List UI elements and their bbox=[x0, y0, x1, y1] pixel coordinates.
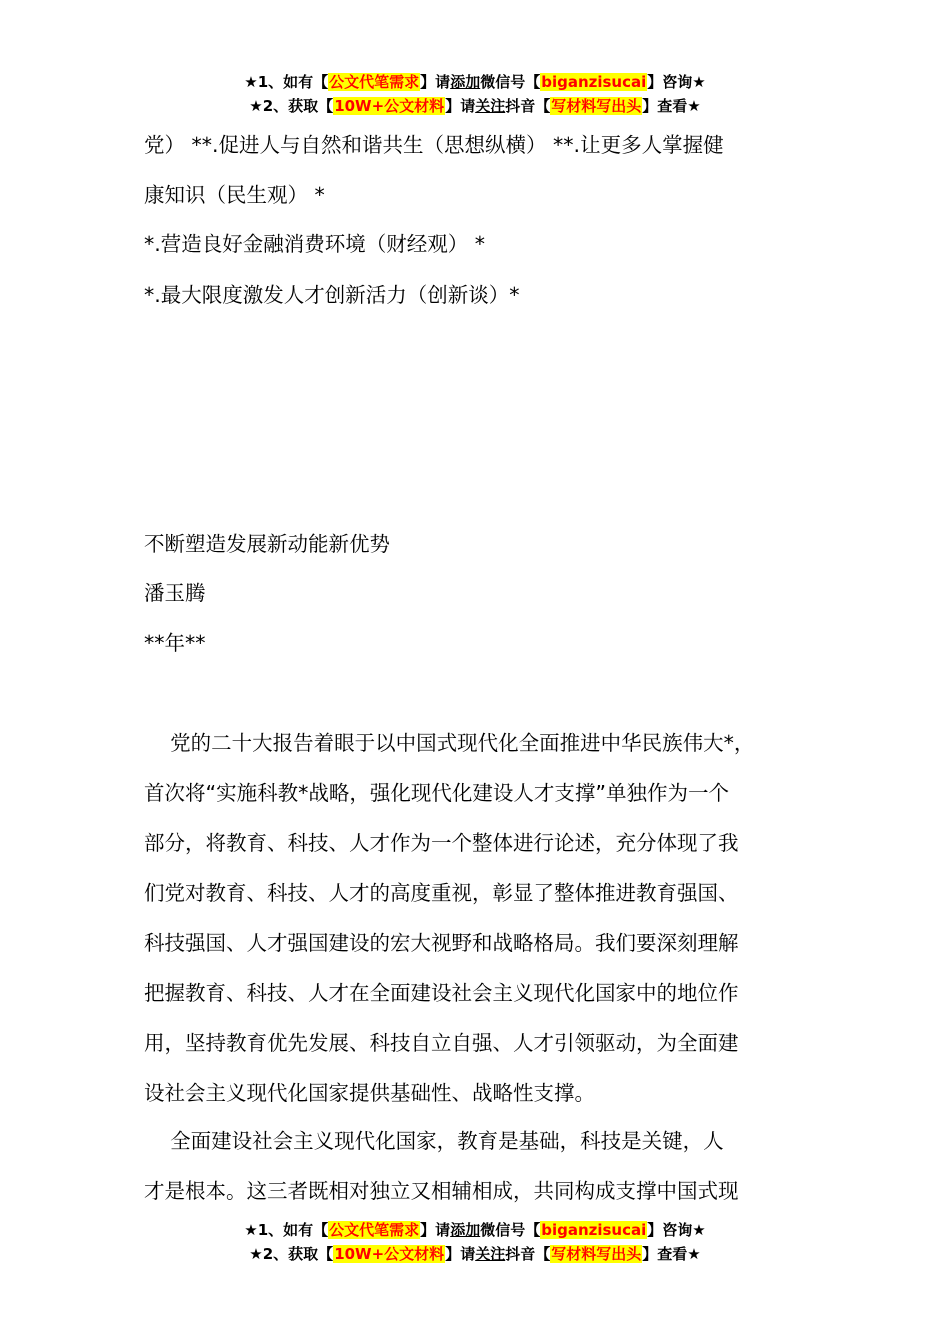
header-promo-banner bbox=[0, 70, 950, 118]
article-paragraph-2 bbox=[144, 1126, 808, 1226]
toc-line: *.最大限度激发人才创新活力（创新谈）* bbox=[144, 283, 520, 307]
article-paragraph-1 bbox=[144, 728, 808, 1128]
article-date: **年** bbox=[144, 631, 206, 655]
toc-line: 康知识（民生观） * bbox=[144, 183, 325, 207]
promo-highlight: 写材料写出头 bbox=[551, 1245, 642, 1263]
paragraph-line: 部分，将教育、科技、人才作为一个整体进行论述，充分体现了我 bbox=[144, 831, 739, 855]
promo-line-2: ★2、获取【10W+公文材料】请关注抖音【写材料写出头】查看★ bbox=[249, 1245, 701, 1263]
promo-line-1: ★1、如有【公文代笔需求】请添加微信号【biganzisucai】咨询★ bbox=[244, 73, 706, 91]
paragraph-line: 设社会主义现代化国家提供基础性、战略性支撑。 bbox=[144, 1081, 595, 1105]
footer-promo-banner bbox=[0, 1218, 950, 1266]
promo-highlight: biganzisucai bbox=[541, 1221, 647, 1239]
promo-highlight: 公文代笔需求 bbox=[329, 73, 420, 91]
paragraph-line: 用，坚持教育优先发展、科技自立自强、人才引领驱动，为全面建 bbox=[144, 1031, 739, 1055]
promo-highlight: 10W+公文材料 bbox=[334, 97, 445, 115]
paragraph-line: 才是根本。这三者既相对独立又相辅相成，共同构成支撑中国式现 bbox=[144, 1179, 739, 1203]
paragraph-line: 首次将“实施科教*战略，强化现代化建设人才支撑”单独作为一个 bbox=[144, 781, 729, 805]
paragraph-line: 科技强国、人才强国建设的宏大视野和战略格局。我们要深刻理解 bbox=[144, 931, 739, 955]
promo-line-2: ★2、获取【10W+公文材料】请关注抖音【写材料写出头】查看★ bbox=[249, 97, 701, 115]
promo-highlight: 10W+公文材料 bbox=[334, 1245, 445, 1263]
paragraph-line: 全面建设社会主义现代化国家，教育是基础，科技是关键，人 bbox=[144, 1129, 724, 1153]
toc-line: *.营造良好金融消费环境（财经观） * bbox=[144, 232, 486, 256]
paragraph-line: 们党对教育、科技、人才的高度重视，彰显了整体推进教育强国、 bbox=[144, 881, 739, 905]
toc-line: 党） **.促进人与自然和谐共生（思想纵横） **.让更多人掌握健 bbox=[144, 133, 724, 157]
promo-line-1: ★1、如有【公文代笔需求】请添加微信号【biganzisucai】咨询★ bbox=[244, 1221, 706, 1239]
paragraph-line: 党的二十大报告着眼于以中国式现代化全面推进中华民族伟大*， bbox=[144, 731, 755, 755]
promo-highlight: biganzisucai bbox=[541, 73, 647, 91]
article-author: 潘玉腾 bbox=[144, 581, 206, 605]
paragraph-line: 把握教育、科技、人才在全面建设社会主义现代化国家中的地位作 bbox=[144, 981, 739, 1005]
promo-highlight: 公文代笔需求 bbox=[329, 1221, 420, 1239]
promo-highlight: 写材料写出头 bbox=[551, 97, 642, 115]
article-title: 不断塑造发展新动能新优势 bbox=[144, 532, 390, 556]
